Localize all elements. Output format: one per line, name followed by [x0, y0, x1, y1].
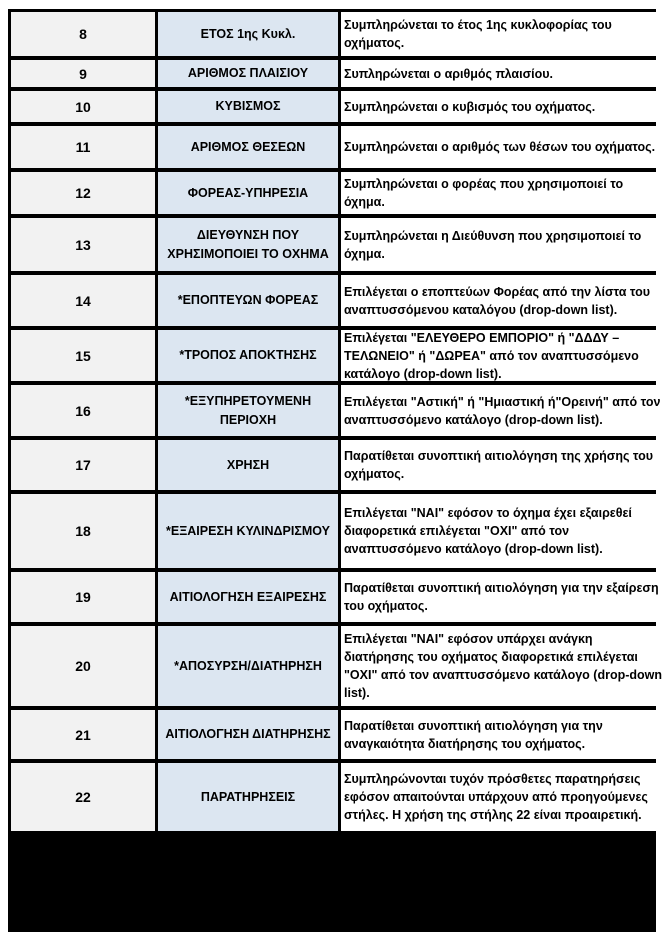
- field-name: *ΤΡΟΠΟΣ ΑΠΟΚΤΗΣΗΣ: [158, 330, 338, 381]
- row-number: 21: [11, 710, 155, 759]
- row-number: 17: [11, 440, 155, 490]
- row-number: 12: [11, 172, 155, 214]
- row-number: 11: [11, 126, 155, 168]
- field-name: ΑΡΙΘΜΟΣ ΠΛΑΙΣΙΟΥ: [158, 60, 338, 87]
- field-description-table: [8, 9, 663, 932]
- field-name: ΕΤΟΣ 1ης Κυκλ.: [158, 12, 338, 56]
- field-description: Συμπληρώνεται η Διεύθυνση που χρησιμοποιεί το όχημα.: [341, 218, 665, 271]
- row-number: 13: [11, 218, 155, 271]
- field-description: Επιλέγεται "Αστική" ή "Ημιαστική ή"Ορεινή" από τον αναπτυσσόμενο κατάλογο (drop-down list).: [341, 385, 665, 436]
- row-number: 16: [11, 385, 155, 436]
- field-description: Επιλέγεται ο εποπτεύων Φορέας από την λίστα του αναπτυσσόμενου καταλόγου (drop-down list).: [341, 275, 665, 326]
- field-description: Επιλέγεται "ΕΛΕΥΘΕΡΟ ΕΜΠΟΡΙΟ" ή "ΔΔΔΥ –ΤΕΛΩΝΕΙΟ" ή "ΔΩΡΕΑ" από τον αναπτυσσόμενο κατάλογο (drop-down list).: [341, 330, 665, 381]
- row-number: 15: [11, 330, 155, 381]
- field-description: Παρατίθεται συνοπτική αιτιολόγηση της χρήσης του οχήματος.: [341, 440, 665, 490]
- field-description: Συμπληρώνεται ο κυβισμός του οχήματος.: [341, 91, 665, 122]
- row-number: 14: [11, 275, 155, 326]
- field-description: Παρατίθεται συνοπτική αιτιολόγηση για την αναγκαιότητα διατήρησης του οχήματος.: [341, 710, 665, 759]
- field-description: Επιλέγεται "ΝΑΙ" εφόσον το όχημα έχει εξαιρεθεί διαφορετικά επιλέγεται "ΟΧΙ" από τον αναπτυσσόμενο κατάλογο (drop-down list).: [341, 494, 665, 568]
- field-name: *ΑΠΟΣΥΡΣΗ/ΔΙΑΤΗΡΗΣΗ: [158, 626, 338, 706]
- field-name: ΑΙΤΙΟΛΟΓΗΣΗ ΔΙΑΤΗΡΗΣΗΣ: [158, 710, 338, 759]
- row-number: 8: [11, 12, 155, 56]
- field-description: Παρατίθεται συνοπτική αιτιολόγηση για την εξαίρεση του οχήματος.: [341, 572, 665, 622]
- row-number: 10: [11, 91, 155, 122]
- field-name: ΔΙΕΥΘΥΝΣΗ ΠΟΥ ΧΡΗΣΙΜΟΠΟΙΕΙ ΤΟ ΟΧΗΜΑ: [158, 218, 338, 271]
- row-number: 19: [11, 572, 155, 622]
- field-description: Συμπληρώνεται το έτος 1ης κυκλοφορίας του οχήματος.: [341, 12, 665, 56]
- field-name: *ΕΞΥΠΗΡΕΤΟΥΜΕΝΗ ΠΕΡΙΟΧΗ: [158, 385, 338, 436]
- field-name: *ΕΞΑΙΡΕΣΗ ΚΥΛΙΝΔΡΙΣΜΟΥ: [158, 494, 338, 568]
- field-description: Επιλέγεται "ΝΑΙ" εφόσον υπάρχει ανάγκη διατήρησης του οχήματος διαφορετικά επιλέγεται "ΟΧΙ" από τον αναπτυσσόμενο κατάλογο (drop-down list).: [341, 626, 665, 706]
- field-description: Συμπληρώνεται ο αριθμός των θέσων του οχήματος.: [341, 126, 665, 168]
- field-name: ΑΙΤΙΟΛΟΓΗΣΗ ΕΞΑΙΡΕΣΗΣ: [158, 572, 338, 622]
- field-name: ΚΥΒΙΣΜΟΣ: [158, 91, 338, 122]
- row-number: 9: [11, 60, 155, 87]
- row-number: 18: [11, 494, 155, 568]
- field-name: ΑΡΙΘΜΟΣ ΘΕΣΕΩΝ: [158, 126, 338, 168]
- field-description: Συμπληρώνεται ο φορέας που χρησιμοποιεί το όχημα.: [341, 172, 665, 214]
- field-name: ΠΑΡΑΤΗΡΗΣΕΙΣ: [158, 763, 338, 831]
- row-number: 22: [11, 763, 155, 831]
- field-name: ΧΡΗΣΗ: [158, 440, 338, 490]
- field-name: *ΕΠΟΠΤΕΥΩΝ ΦΟΡΕΑΣ: [158, 275, 338, 326]
- row-number: 20: [11, 626, 155, 706]
- field-description: Συμπληρώνονται τυχόν πρόσθετες παρατηρήσεις εφόσον απαιτούνται υπάρχουν από προηγούμενες στήλες. Η χρήση της στήλης 22 είναι προαιρετική.: [341, 763, 665, 831]
- field-name: ΦΟΡΕΑΣ-ΥΠΗΡΕΣΙΑ: [158, 172, 338, 214]
- field-description: Συπληρώνεται ο αριθμός πλαισίου.: [341, 60, 665, 87]
